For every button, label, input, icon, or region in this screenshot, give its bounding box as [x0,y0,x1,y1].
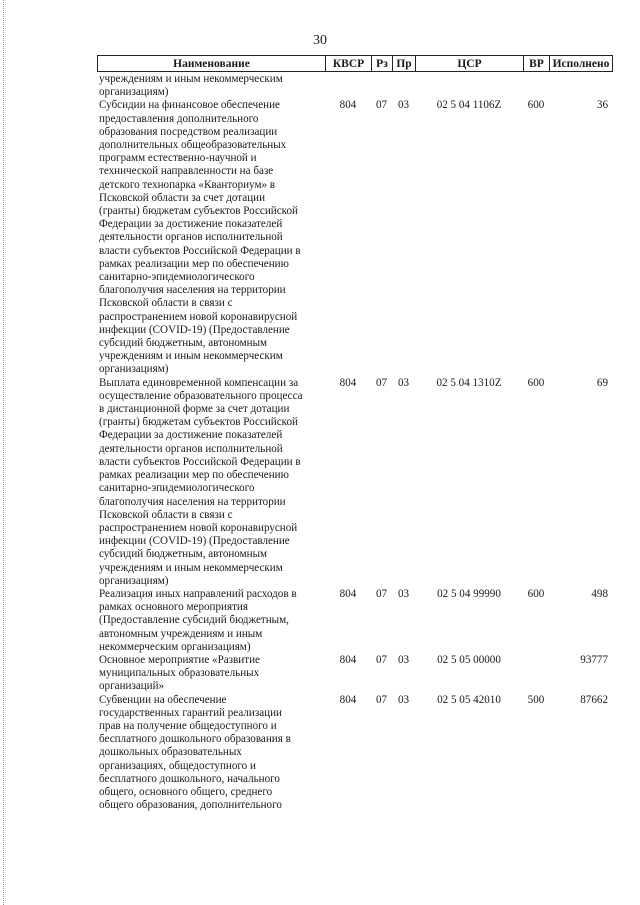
page-number: 30 [313,33,327,48]
row-executed: 498 [591,587,608,600]
header-csr: ЦСР [416,56,524,72]
row-csr: 02 5 05 42010 [437,693,501,706]
row-csr: 02 5 04 99990 [437,587,501,600]
row-kvsr: 804 [339,693,357,706]
row-executed: 69 [596,376,608,389]
scan-left-edge [3,0,4,905]
row-rz: 07 [375,376,388,389]
table-row [97,377,612,588]
table-row [97,73,612,99]
row-pr: 03 [397,653,410,666]
row-pr: 03 [397,587,410,600]
row-kvsr: 804 [339,99,357,112]
header-name: Наименование [98,56,326,72]
row-name: Выплата единовременной компенсации за осуществление образовательного процесса в дистанционной форме за счет дотации (гранты) бюджетам субъектов Российской Федерации за достижение показателей деятельности органов исполнительной власти субъектов Российской Федерации в рамках реализации мер по обеспечению санитарно-эпидемиологического благополучия населения на территории Псковской области в связи с распространением новой коронавирусной инфекции (COVID-19) (Предоставление субсидий бюджетным, автономным учреждениям и иным некоммерческим организациям) [99,376,303,587]
row-vr: 500 [527,693,545,706]
row-executed [549,73,612,99]
row-executed: 36 [596,99,608,112]
row-name: Реализация иных направлений расходов в рамках основного мероприятия (Предоставление субсидий бюджетным, автономным учреждениям и иным некоммерческим организациям) [99,587,297,653]
row-vr: 600 [527,99,545,112]
budget-table [97,73,612,812]
row-name: учреждениям и иным некоммерческим организациям) [99,73,283,99]
table-row [97,99,612,376]
row-kvsr: 804 [339,653,357,666]
row-name: Основное мероприятие «Развитие муниципальных образовательных организаций» [99,653,260,693]
row-vr: 600 [527,376,545,389]
row-kvsr: 804 [339,587,357,600]
row-vr [523,73,549,99]
row-pr [392,73,415,99]
row-kvsr: 804 [339,376,357,389]
header-row [98,56,613,72]
table-row [97,694,612,813]
row-vr: 600 [527,587,545,600]
row-rz: 07 [375,587,388,600]
row-rz [371,73,392,99]
row-kvsr [325,73,371,99]
row-rz: 07 [375,693,388,706]
row-executed: 93777 [580,653,608,666]
row-csr: 02 5 04 1106Z [436,99,502,112]
row-name: Субвенции на обеспечение государственных гарантий реализации прав на получение общедоступного и бесплатного дошкольного образования в дошкольных образовательных организациях, общедоступного и бесплатного дошкольного, начального общего, основного общего, среднего общего образования, дополнительного [99,693,291,812]
row-executed: 87662 [580,693,608,706]
row-rz: 07 [375,653,388,666]
header-rz: Рз [372,56,393,72]
row-name: Субсидии на финансовое обеспечение предоставления дополнительного образования посредством реализации дополнительных общеобразовательных программ естественно-научной и технической направленности на базе детского технопарка «Кванториум» в Псковской области за счет дотации (гранты) бюджетам субъектов Российской Федерации за достижение показателей деятельности органов исполнительной власти субъектов Российской Федерации в рамках реализации мер по обеспечению санитарно-эпидемиологического благополучия населения на территории Псковской области в связи с распространением новой коронавирусной инфекции (COVID-19) (Предоставление субсидий бюджетным, автономным учреждениям и иным некоммерческим организациям) [99,99,301,376]
table-row [97,588,612,654]
row-rz: 07 [375,99,388,112]
row-csr [415,73,523,99]
header-kvsr: КВСР [326,56,372,72]
row-pr: 03 [397,99,410,112]
header-vr: ВР [524,56,550,72]
row-pr: 03 [397,693,410,706]
table-header [97,55,613,72]
header-pr: Пр [393,56,416,72]
table-row [97,654,612,694]
row-csr: 02 5 05 00000 [437,653,501,666]
row-pr: 03 [397,376,410,389]
header-executed: Исполнено [550,56,613,72]
row-vr [523,654,549,694]
row-csr: 02 5 04 1310Z [436,376,502,389]
